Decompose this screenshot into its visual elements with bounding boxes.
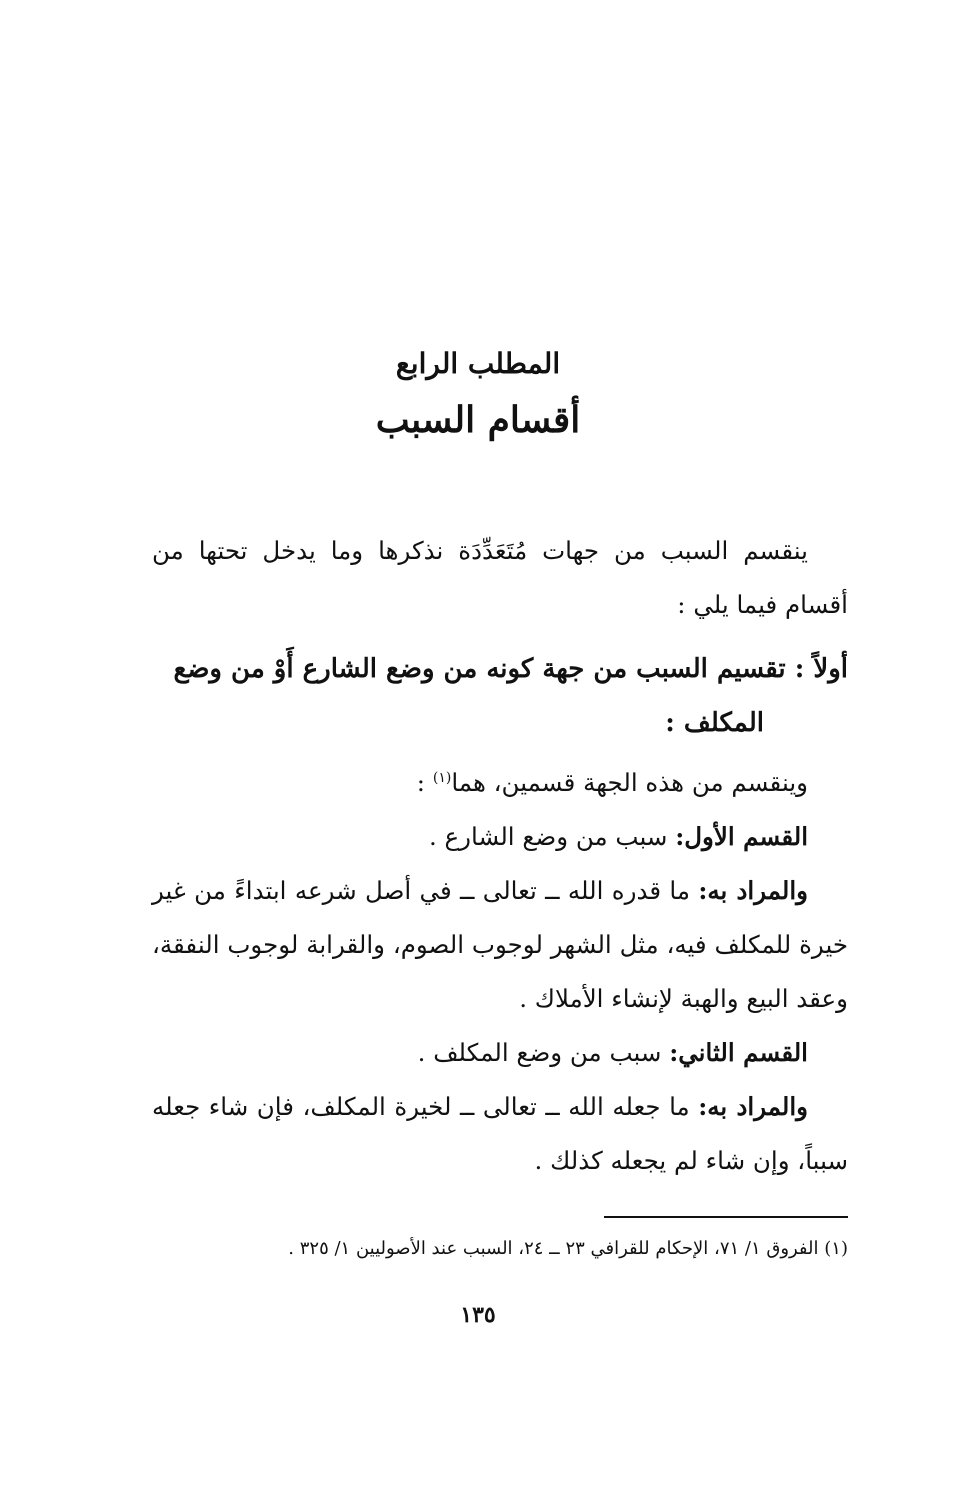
part2-label: القسم الثاني: [669, 1038, 808, 1067]
part1-text: سبب من وضع الشارع . [428, 822, 676, 851]
part1-paragraph [152, 810, 848, 864]
footnote [152, 1234, 848, 1264]
part1-meaning-paragraph [152, 864, 848, 1026]
body-text [152, 524, 848, 1188]
part2-meaning-paragraph [152, 1080, 848, 1188]
division-after: : [416, 768, 433, 797]
footnote-divider [604, 1216, 848, 1218]
part1-label: القسم الأول: [675, 822, 808, 851]
footnote-reference: (١) [432, 769, 452, 786]
division-paragraph [152, 756, 848, 810]
footnote-marker: (١) [824, 1238, 848, 1259]
division-text: وينقسم من هذه الجهة قسمين، هما [451, 768, 808, 797]
part1-meaning-text: ما قدره الله ــ تعالى ــ في أصل شرعه ابتداءً من غير خيرة للمكلف فيه، مثل الشهر لوجوب الصوم، والقرابة لوجوب النفقة، وعقد البيع والهبة لإنشاء الأملاك . [152, 876, 848, 1013]
section-heading-1 [152, 642, 848, 750]
section-label: أولاً : [794, 654, 848, 684]
section-heading-line-1 [152, 642, 848, 696]
part2-meaning-label: والمراد به: [698, 1092, 808, 1121]
part2-paragraph [152, 1026, 848, 1080]
part1-meaning-label: والمراد به: [698, 876, 808, 905]
section-title-line-2: المكلف : [665, 708, 764, 738]
intro-paragraph: ينقسم السبب من جهات مُتَعَدِّدَة نذكرها وما يدخل تحتها من أقسام فيما يلي : [152, 536, 848, 619]
footnote-text: الفروق ١/ ٧١، الإحكام للقرافي ٢٣ ــ ٢٤، السبب عند الأصوليين ١/ ٣٢٥ . [288, 1238, 819, 1259]
part2-text: سبب من وضع المكلف . [417, 1038, 670, 1067]
section-title-line-1: تقسيم السبب من جهة كونه من وضع الشارع أَوْ من وضع [173, 654, 786, 684]
page-number: ١٣٥ [460, 1302, 496, 1328]
section-subtitle: المطلب الرابع [395, 347, 561, 380]
part2-meaning-text: ما جعله الله ــ تعالى ــ لخيرة المكلف، فإن شاء جعله سبباً، وإن شاء لم يجعله كذلك . [152, 1092, 848, 1175]
section-title: أقسام السبب [375, 399, 581, 441]
